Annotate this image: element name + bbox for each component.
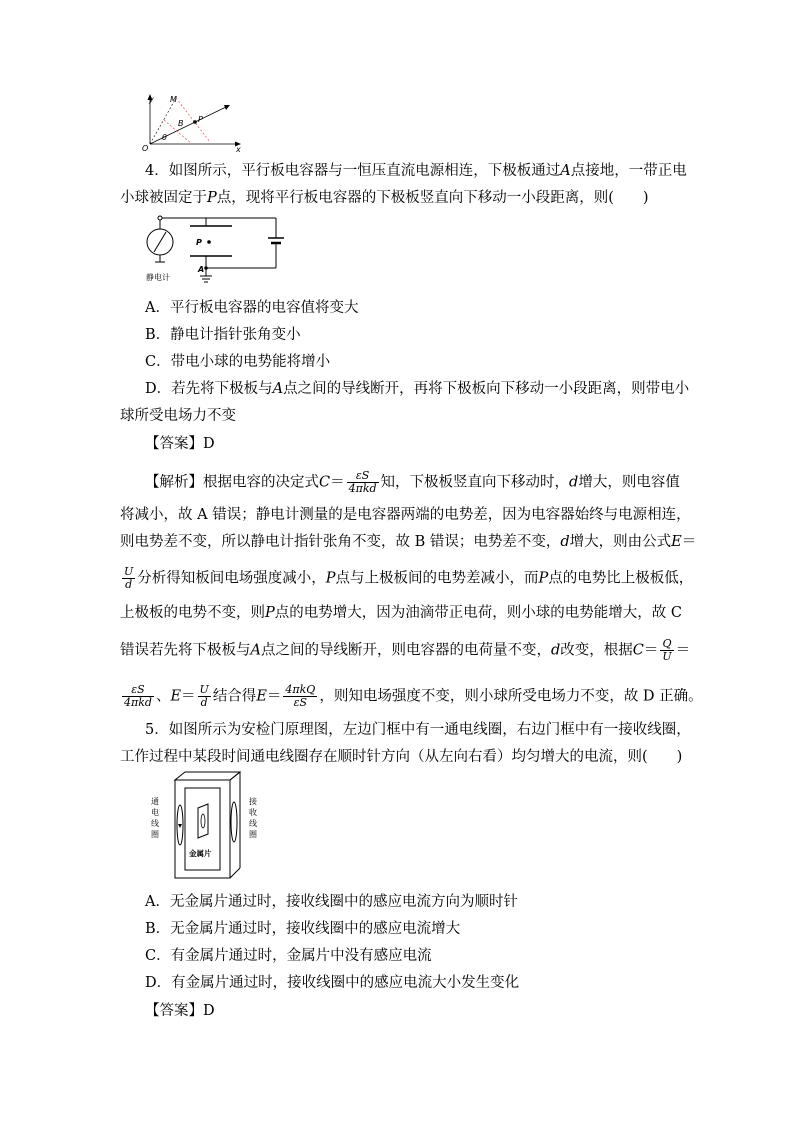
q5-option-c: C．有金属片通过时，金属片中没有感应电流 xyxy=(145,948,432,964)
point-p-label: P xyxy=(198,115,203,124)
q5-stem-line1: 5．如图所示为安检门原理图，左边门框中有一通电线圈，右边门框中有一接收线圈， xyxy=(145,722,691,738)
q4-analysis-line3: 则电势差不变，所以静电计指针张角不变，故 B 错误；电势差不变，d增大，则由公式E＝ xyxy=(120,534,697,550)
capacitor-point-a-label: A xyxy=(198,265,205,274)
q4-stem-line2: 小球被固定于P点，现将平行板电容器的下极板竖直向下移动一小段距离，则( ) xyxy=(120,190,649,206)
q4-option-a: A．平行板电容器的电容值将变大 xyxy=(145,300,359,316)
right-coil-label-2: 收 xyxy=(249,808,257,817)
point-m-label: M xyxy=(170,95,177,104)
q4-analysis-line7: $\frac{\varepsilon S}{\text{4πkd}}$ 、E＝ $\frac{U}{d}$ 结合得E＝ $\frac{\text{4πkQ}}{\varepsilon S}$ ，则知电场强度不变，则小球所受电场力不变，故 D 正确。 xyxy=(124,683,703,709)
coordinate-figure xyxy=(140,92,250,152)
q4-stem-line1: 4．如图所示，平行板电容器与一恒压直流电源相连，下极板通过A点接地，一带正电 xyxy=(145,163,687,179)
origin-label: O xyxy=(142,144,149,152)
q4-answer: 【答案】D xyxy=(145,436,215,452)
capacitor-point-p-label: P xyxy=(196,238,202,247)
q4-option-d-line1: D．若先将下极板与A点之间的导线断开，再将下极板向下移动一小段距离，则带电小 xyxy=(145,381,690,397)
q5-option-d: D．有金属片通过时，接收线圈中的感应电流大小发生变化 xyxy=(145,975,520,991)
q4-option-b: B．静电计指针张角变小 xyxy=(145,327,301,343)
electrometer-label: 静电计 xyxy=(146,273,170,282)
right-coil-label-1: 接 xyxy=(249,797,257,806)
q5-option-a: A．无金属片通过时，接收线圈中的感应电流方向为顺时针 xyxy=(145,894,518,910)
q5-answer: 【答案】D xyxy=(145,1003,215,1019)
axis-y-label: y xyxy=(149,95,154,104)
left-coil-label-1: 通 xyxy=(151,797,159,806)
left-coil-label-2: 电 xyxy=(151,808,159,817)
q5-option-b: B．无金属片通过时，接收线圈中的感应电流增大 xyxy=(145,921,461,937)
theta-label: θ xyxy=(162,133,167,142)
security-gate-figure xyxy=(140,770,270,882)
left-coil-label-3: 线 xyxy=(151,819,159,828)
point-b-label: B xyxy=(178,119,184,128)
q4-analysis-line6: 错误若先将下极板与A点之间的导线断开，则电容器的电荷量不变，d改变，根据C＝ $\frac{Q}{U}$ ＝ xyxy=(120,637,691,663)
q5-stem-line2: 工作过程中某段时间通电线圈存在顺时针方向（从左向右看）均匀增大的电流，则( ) xyxy=(120,749,683,765)
capacitor-circuit-figure xyxy=(140,212,300,286)
left-coil-label-4: 圈 xyxy=(151,830,159,839)
right-coil-label-3: 线 xyxy=(249,819,257,828)
q4-analysis-line1: 【解析】根据电容的决定式C＝ $\frac{\varepsilon S}{\text{4πkd}}$ 知，下极板竖直向下移动时，d增大，则电容值 xyxy=(145,469,680,495)
q4-analysis-line5: 上极板的电势不变，则P点的电势增大，因为油滴带正电荷，则小球的电势能增大，故 C xyxy=(120,605,682,621)
q4-option-c: C．带电小球的电势能将增小 xyxy=(145,354,331,370)
q4-option-d-line2: 球所受电场力不变 xyxy=(120,408,236,424)
right-coil-label-4: 圈 xyxy=(249,830,257,839)
q4-analysis-line4: $\frac{U}{d}$ 分析得知板间电场强度减小，P点与上极板间的电势差减小，而P点的电势比上极板低， xyxy=(124,565,694,591)
q4-analysis-line2: 将减小，故 A 错误；静电计测量的是电容器两端的电势差，因为电容器始终与电源相连， xyxy=(120,507,691,523)
axis-x-label: x xyxy=(236,145,241,152)
metal-plate-label: 金属片 xyxy=(189,849,212,858)
